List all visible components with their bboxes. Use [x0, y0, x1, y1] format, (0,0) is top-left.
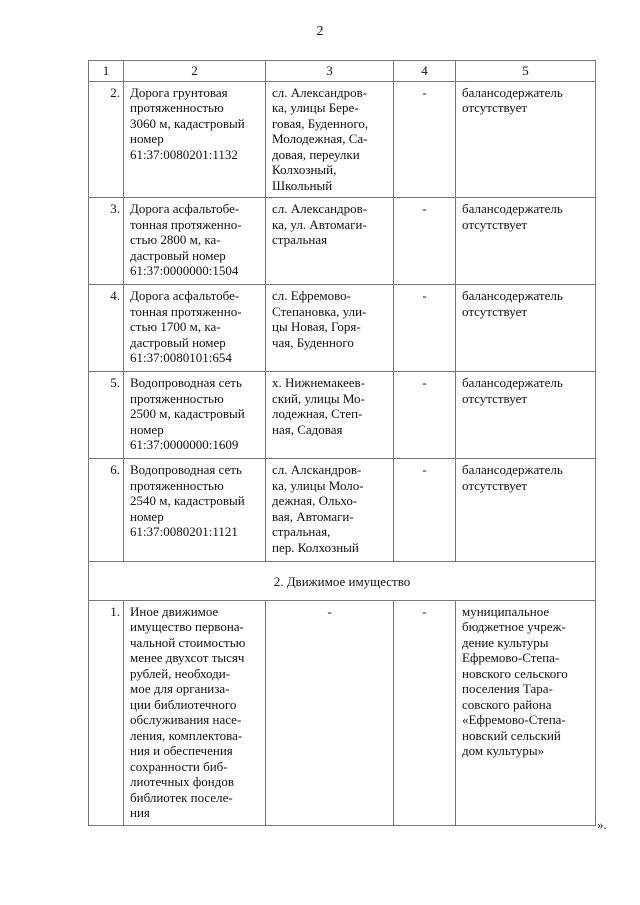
balance-holder: балансодержатель отсутствует	[456, 372, 596, 459]
column-4-value: -	[394, 81, 456, 198]
property-address: -	[266, 600, 394, 825]
page-number: 2	[316, 24, 324, 39]
balance-holder: муниципальное бюджетное учреж- дение культуры Ефремово-Степа- новского сельского поселения Тара- совского района «Ефремово-Степа- новский сельский дом культуры»	[456, 600, 596, 825]
table-row	[89, 372, 596, 459]
table-row	[89, 459, 596, 562]
property-address: сл. Александров- ка, улицы Бере- говая, Буденного, Молодежная, Са- довая, переулки Колхозный, Школьный	[266, 81, 394, 198]
property-address: сл. Александров- ка, ул. Автомаги- стральная	[266, 198, 394, 285]
header-cell: 5	[456, 61, 596, 82]
property-address: сл. Ефремово- Степановка, ули- цы Новая, Горя- чая, Буденного	[266, 285, 394, 372]
header-cell: 1	[89, 61, 124, 82]
property-name: Иное движимое имущество первона- чальной стоимостью менее двухсот тысяч рублей, необходи- мое для организа- ции библиотечного обслуживания насе- ления, комплектова- ния и обеспечения сохранности биб- лиотечных фондов библиотек поселе- ния	[124, 600, 266, 825]
column-4-value: -	[394, 459, 456, 562]
table-row	[89, 600, 596, 825]
balance-holder: балансодержатель отсутствует	[456, 81, 596, 198]
balance-holder: балансодержатель отсутствует	[456, 198, 596, 285]
property-name: Дорога асфальтобе- тонная протяженно- стью 1700 м, ка- дастровый номер 61:37:0080101:654	[124, 285, 266, 372]
balance-holder: балансодержатель отсутствует	[456, 285, 596, 372]
property-name: Дорога асфальтобе- тонная протяженно- стью 2800 м, ка- дастровый номер 61:37:0000000:1504	[124, 198, 266, 285]
column-4-value: -	[394, 372, 456, 459]
section-header-row	[89, 562, 596, 601]
table-row	[89, 81, 596, 198]
row-number: 4.	[89, 285, 124, 372]
table-row	[89, 285, 596, 372]
row-number: 2.	[89, 81, 124, 198]
table-row	[89, 198, 596, 285]
property-name: Дорога грунтовая протяженностью 3060 м, кадастровый номер 61:37:0080201:1132	[124, 81, 266, 198]
column-4-value: -	[394, 600, 456, 825]
property-address: сл. Алскандров- ка, улицы Моло- дежная, Ольхо- вая, Автомаги- стральная, пер. Колхозный	[266, 459, 394, 562]
balance-holder: балансодержатель отсутствует	[456, 459, 596, 562]
header-cell: 4	[394, 61, 456, 82]
row-number: 6.	[89, 459, 124, 562]
header-cell: 3	[266, 61, 394, 82]
column-4-value: -	[394, 198, 456, 285]
row-number: 1.	[89, 600, 124, 825]
table-header-row	[89, 61, 596, 82]
property-address: х. Нижнемакеев- ский, улицы Мо- лодежная, Степ- ная, Садовая	[266, 372, 394, 459]
property-registry-table	[88, 60, 596, 826]
row-number: 5.	[89, 372, 124, 459]
header-cell: 2	[124, 61, 266, 82]
property-name: Водопроводная сеть протяженностью 2500 м, кадастровый номер 61:37:0000000:1609	[124, 372, 266, 459]
closing-quote-mark: ».	[597, 817, 607, 832]
section-title: 2. Движимое имущество	[89, 562, 596, 601]
property-name: Водопроводная сеть протяженностью 2540 м, кадастровый номер 61:37:0080201:1121	[124, 459, 266, 562]
row-number: 3.	[89, 198, 124, 285]
column-4-value: -	[394, 285, 456, 372]
